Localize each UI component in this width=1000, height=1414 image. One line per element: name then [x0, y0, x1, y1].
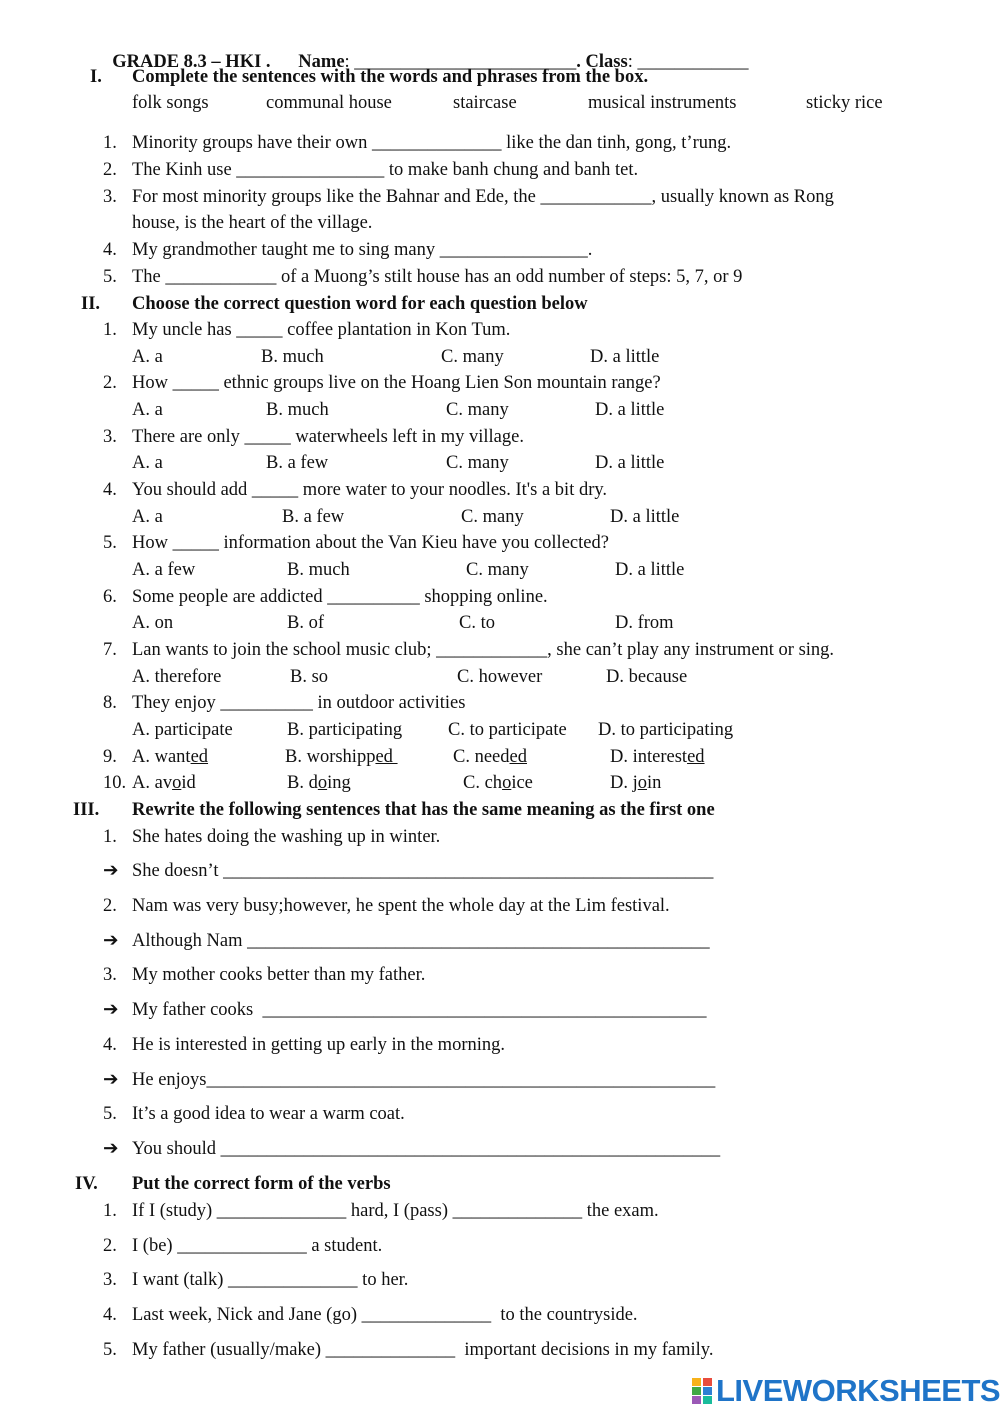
- item-number: 9.: [103, 747, 117, 767]
- item-number: 7.: [103, 640, 117, 660]
- grade-label: GRADE 8.3 – HKI .: [112, 52, 271, 72]
- rewrite-answer-line[interactable]: My father cooks ________________________________________________: [132, 1000, 707, 1020]
- original-sentence: Nam was very busy;however, he spent the whole day at the Lim festival.: [132, 896, 670, 916]
- question-text: The Kinh use ________________ to make banh chung and banh tet.: [132, 160, 639, 180]
- verb-question[interactable]: If I (study) ______________ hard, I (pass) ______________ the exam.: [132, 1201, 659, 1221]
- option-a[interactable]: A. a: [132, 453, 163, 473]
- item-number: 2.: [103, 896, 117, 916]
- option-a[interactable]: A. a: [132, 347, 163, 367]
- word-box-item: sticky rice: [806, 93, 883, 113]
- item-number: 5.: [103, 1104, 117, 1124]
- option-c[interactable]: C. to participate: [448, 720, 567, 740]
- option-b[interactable]: B. a few: [266, 453, 329, 473]
- option-c[interactable]: C. needed: [453, 747, 527, 767]
- option-b[interactable]: B. much: [261, 347, 324, 367]
- item-number: 1.: [103, 320, 117, 340]
- option-a[interactable]: A. a few: [132, 560, 196, 580]
- question-text: Some people are addicted __________ shopping online.: [132, 587, 548, 607]
- item-number: 4.: [103, 1305, 117, 1325]
- section-1-number: I.: [90, 67, 102, 87]
- option-b[interactable]: B. much: [266, 400, 329, 420]
- item-number: 3.: [103, 965, 117, 985]
- original-sentence: It’s a good idea to wear a warm coat.: [132, 1104, 405, 1124]
- rewrite-answer-line[interactable]: She doesn’t _____________________________________________________: [132, 861, 714, 881]
- option-b[interactable]: B. doing: [287, 773, 351, 793]
- item-number: 10.: [103, 773, 127, 793]
- verb-question[interactable]: I want (talk) ______________ to her.: [132, 1270, 409, 1290]
- item-number: 3.: [103, 187, 117, 207]
- item-number: 2.: [103, 160, 117, 180]
- logo-text: LIVEWORKSHEETS: [716, 1373, 1000, 1408]
- option-c[interactable]: C. however: [457, 667, 543, 687]
- option-a[interactable]: A. therefore: [132, 667, 222, 687]
- option-c[interactable]: C. to: [459, 613, 495, 633]
- question-text: Lan wants to join the school music club; ____________, she can’t play any instrument or sing.: [132, 640, 835, 660]
- question-text: There are only _____ waterwheels left in my village.: [132, 427, 524, 447]
- item-number: 2.: [103, 373, 117, 393]
- logo-icon: [692, 1378, 712, 1404]
- option-d[interactable]: D. a little: [595, 453, 665, 473]
- option-a[interactable]: A. a: [132, 400, 163, 420]
- option-d[interactable]: D. interested: [610, 747, 705, 767]
- item-number: 5.: [103, 533, 117, 553]
- original-sentence: My mother cooks better than my father.: [132, 965, 426, 985]
- option-b[interactable]: B. so: [290, 667, 329, 687]
- class-blank[interactable]: : ____________: [627, 52, 749, 72]
- option-a[interactable]: A. wanted: [132, 747, 209, 767]
- name-label: Name: [298, 52, 345, 72]
- question-text: Minority groups have their own ______________ like the dan tinh, gong, t’rung.: [132, 133, 732, 153]
- rewrite-answer-line[interactable]: You should ______________________________________________________: [132, 1139, 721, 1159]
- item-number: 4.: [103, 1035, 117, 1055]
- name-blank[interactable]: : ________________________: [344, 52, 577, 72]
- option-a[interactable]: A. avoid: [132, 773, 196, 793]
- option-c[interactable]: C. many: [446, 400, 509, 420]
- option-c[interactable]: C. many: [461, 507, 524, 527]
- item-number: 5.: [103, 267, 117, 287]
- word-box-item: staircase: [453, 93, 517, 113]
- item-number: 6.: [103, 587, 117, 607]
- word-box-item: folk songs: [132, 93, 209, 113]
- arrow-icon: ➔: [103, 931, 119, 951]
- option-b[interactable]: B. a few: [282, 507, 345, 527]
- option-b[interactable]: B. participating: [287, 720, 403, 740]
- section-3-number: III.: [73, 800, 100, 820]
- original-sentence: She hates doing the washing up in winter.: [132, 827, 441, 847]
- question-text: For most minority groups like the Bahnar and Ede, the ____________, usually known as Rong: [132, 187, 834, 207]
- section-4-title: Put the correct form of the verbs: [132, 1174, 391, 1194]
- word-box-item: musical instruments: [588, 93, 737, 113]
- option-d[interactable]: D. from: [615, 613, 674, 633]
- question-text: You should add _____ more water to your noodles. It's a bit dry.: [132, 480, 608, 500]
- arrow-icon: ➔: [103, 1139, 119, 1159]
- item-number: 5.: [103, 1340, 117, 1360]
- option-a[interactable]: A. on: [132, 613, 174, 633]
- item-number: 2.: [103, 1236, 117, 1256]
- liveworksheets-logo: [692, 1374, 1000, 1408]
- option-d[interactable]: D. a little: [615, 560, 685, 580]
- section-1-title: Complete the sentences with the words and phrases from the box.: [132, 67, 649, 87]
- item-number: 8.: [103, 693, 117, 713]
- section-2-number: II.: [81, 294, 101, 314]
- arrow-icon: ➔: [103, 1070, 119, 1090]
- option-d[interactable]: D. a little: [595, 400, 665, 420]
- verb-question[interactable]: Last week, Nick and Jane (go) ______________ to the countryside.: [132, 1305, 638, 1325]
- item-number: 3.: [103, 1270, 117, 1290]
- option-d[interactable]: D. a little: [590, 347, 660, 367]
- item-number: 1.: [103, 1201, 117, 1221]
- item-number: 1.: [103, 133, 117, 153]
- option-b[interactable]: B. worshipped: [285, 747, 398, 767]
- option-b[interactable]: B. much: [287, 560, 350, 580]
- option-a[interactable]: A. participate: [132, 720, 233, 740]
- option-d[interactable]: D. to participating: [598, 720, 734, 740]
- item-number: 3.: [103, 427, 117, 447]
- rewrite-answer-line[interactable]: He enjoys_______________________________________________________: [132, 1070, 716, 1090]
- item-number: 4.: [103, 480, 117, 500]
- option-b[interactable]: B. of: [287, 613, 324, 633]
- option-c[interactable]: C. many: [466, 560, 529, 580]
- class-label: . Class: [576, 52, 628, 72]
- question-text: My grandmother taught me to sing many ________________.: [132, 240, 593, 260]
- verb-question[interactable]: I (be) ______________ a student.: [132, 1236, 383, 1256]
- option-d[interactable]: D. because: [606, 667, 688, 687]
- question-text: How _____ ethnic groups live on the Hoang Lien Son mountain range?: [132, 373, 661, 393]
- word-box-item: communal house: [266, 93, 392, 113]
- original-sentence: He is interested in getting up early in the morning.: [132, 1035, 505, 1055]
- question-text: The ____________ of a Muong’s stilt house has an odd number of steps: 5, 7, or 9: [132, 267, 743, 287]
- section-3-title: Rewrite the following sentences that has the same meaning as the first one: [132, 800, 715, 820]
- option-d[interactable]: D. a little: [610, 507, 680, 527]
- arrow-icon: ➔: [103, 861, 119, 881]
- verb-question[interactable]: My father (usually/make) ______________ important decisions in my family.: [132, 1340, 714, 1360]
- option-c[interactable]: C. many: [441, 347, 504, 367]
- question-text: My uncle has _____ coffee plantation in Kon Tum.: [132, 320, 511, 340]
- rewrite-answer-line[interactable]: Although Nam __________________________________________________: [132, 931, 710, 951]
- item-number: 1.: [103, 827, 117, 847]
- section-4-number: IV.: [75, 1174, 98, 1194]
- question-text-continued: house, is the heart of the village.: [132, 213, 373, 233]
- option-c[interactable]: C. many: [446, 453, 509, 473]
- option-a[interactable]: A. a: [132, 507, 163, 527]
- option-d[interactable]: D. join: [610, 773, 662, 793]
- question-text: They enjoy __________ in outdoor activities: [132, 693, 466, 713]
- item-number: 4.: [103, 240, 117, 260]
- arrow-icon: ➔: [103, 1000, 119, 1020]
- option-c[interactable]: C. choice: [463, 773, 533, 793]
- question-text: How _____ information about the Van Kieu have you collected?: [132, 533, 609, 553]
- section-2-title: Choose the correct question word for each question below: [132, 294, 588, 314]
